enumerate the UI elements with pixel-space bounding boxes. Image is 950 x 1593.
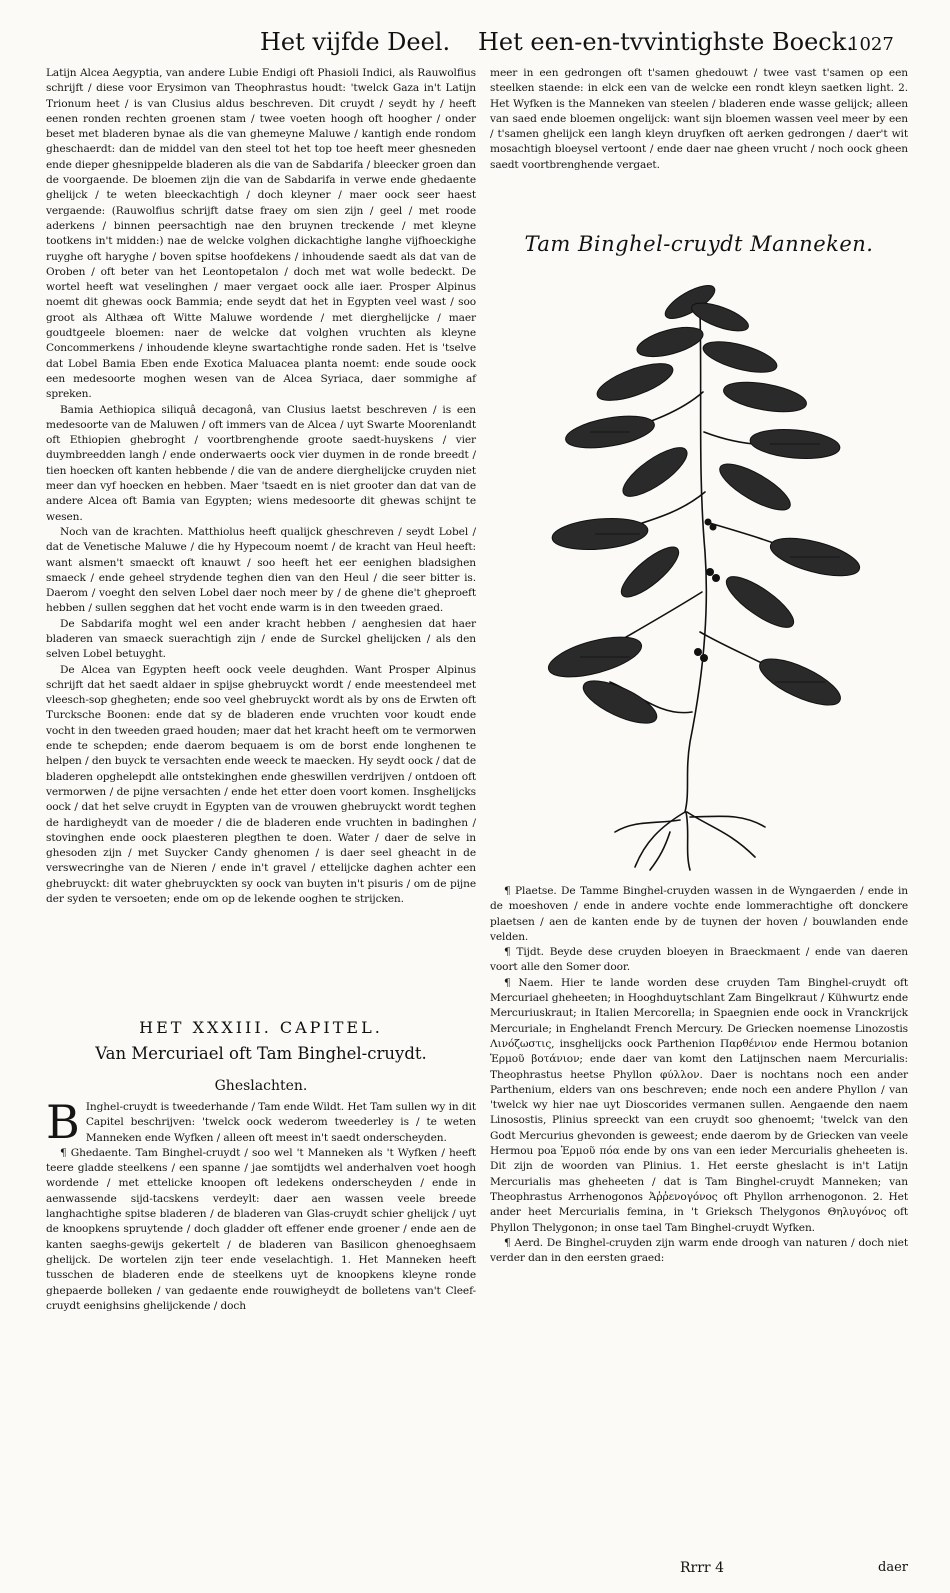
signature-mark: Rrrr 4 [680,1560,724,1576]
right-column-bottom [490,884,908,1266]
catchword: daer [878,1560,908,1575]
paragraph-alcea-egypten: De Alcea van Egypten heeft oock veele deughden. Want Prosper Alpinus schrijft dat het saedt aldaer in spijse ghebruyckt wordt / ende meestendeel met vleesch-sop ghegheten; ende soo veel ghebruyckt wordt als by ons de Erwten oft Turcksche Boonen: ende dat sy de bladeren ende vruchten voor koudt ende vocht in den tweeden graed houden; maer dat het kracht heeft om te vermorwen ende te schepden; ende daerom bequaem is om de borst ende longhenen te helpen / den buyck te versachten ende weeck te maecken. Hy seydt oock / dat de bladeren opghelepdt alle ontstekinghen ende gheswillen verdrijven / ontdoen oft vermorwen / de pijne versachten / ende het etter doen voort komen. Insghelijcks oock / dat het selve cruydt in Egypten van de vrouwen ghebruyckt wordt teghen de hardigheydt van de moeder / die de bladeren ende vruchten in badinghen / stovinghen ende oock plaesteren plegthen te doen. Water / daer de selve in ghesoden zijn / met Suycker Candy ghenomen / is daer seel gheacht in de verswecringhe van de Nieren / ende in't gravel / ettelijcke daghen achter een ghebruyckt: dit water ghebruyckten sy oock van buyten in't pisuris / om de pijne der syden te versoeten; ende om op de lekende ooghen te strijcken. [46,663,476,906]
paragraph-continuation: meer in een gedrongen oft t'samen ghedouwt / twee vast t'samen op een steelken staende: in elck een van de welcke een rondt kleyn saetken light. 2. Het Wyfken is the Manneken van steelen / bladeren ende wasse gelijck; alleen van saed ende bloemen ongelijck: want sijn bloemen wassen veel meer by een / t'samen ghelijck een langh kleyn druyfken oft aerken gedrongen / daer't wit mosachtigh bloeysel vertoont / ende daer nae gheen vrucht / noch oock gheen saedt voortbrenghende vergaet. [490,67,908,171]
woodcut-caption: Tam Binghel-cruydt Manneken. [524,232,874,256]
paragraph-krachten: Noch van de krachten. Matthiolus heeft qualijck gheschreven / seydt Lobel / dat de Venetische Maluwe / die hy Hypecoum noemt / de kracht van Heul heeft: want alsmen't smaeckt oft knauwt / soo heeft het eer eenighen bladsighen smaeck / ende geheel strydende teghen dien van den Heul / die seer bitter is. Daerom / voeght den selven Lobel daer noch meer by / de ghene die't gheproeft hebben / sullen segghen dat het vocht ende warm is in den tweeden graed. [46,525,476,615]
paragraph-bamia-aethiopica: Bamia Aethiopica siliquâ decagonâ, van Clusius laetst beschreven / is een medesoorte van de Maluwen / oft immers van de Alcea / uyt Swarte Moorenlandt oft Ethiopien ghebroght / voortbrenghende groote saedt-huyskens / vier duymbreedden langh / ende onderwaerts oock vier duymen in de ronde breedt / tien hoecken oft kanten hebbende / die van de andere dierghelijcke cruyden niet meer dan vyf hoecken en hebben. Maer 'tsaedt en is niet grooter dan dat van de andere Alcea oft Bamia van Egypten; wiens medesoorte dit ghewas schijnt te wesen. [46,403,476,523]
running-head-part: Het vijfde Deel. [260,28,451,56]
paragraph-aerd: ¶ Aerd. De Binghel-cruyden zijn warm ende droogh van naturen / doch niet verder dan in den eersten graed: [490,1236,908,1265]
chapter-number: HET XXXIII. CAPITEL. [139,1018,383,1037]
chapter-body [46,1095,476,1314]
running-head-book: Het een-en-tvvintighste Boeck. [478,28,854,56]
chapter-title: Van Mercuriael oft Tam Binghel-cruydt. [95,1044,427,1063]
paragraph-tijdt: ¶ Tijdt. Beyde dese cruyden bloeyen in Braeckmaent / ende van daeren voort alle den Somer door. [490,946,908,974]
paragraph-alcea-aegyptia: Latijn Alcea Aegyptia, van andere Lubie Endigi oft Phasioli Indici, als Rauwolfius schrijft / diese voor Erysimon van Theophrastus houdt: 'twelck Gaza in't Latijn Trionum heet / is van Clusius aldus beschreven. Dit cruydt / seydt hy / heeft eenen ronden rechten groenen stam / twee voeten hoogh oft hoogher / onder beset met bladeren bynae als die van ghemeyne Maluwe / kantigh ende rondom gheschaerdt: dan de middel van den steel tot het top toe heeft meer ghesneden ende dieper ghesnippelde bladeren als die van de Sabdarifa / bleecker groen dan de voorgaende. De bloemen zijn die van de Sabdarifa in verwe ende ghedaente ghelijck / te weten bleeckachtigh / doch kleyner / maer oock seer haest vergaende: (Rauwolfius schrijft datse fraey om sien zijn / geel / met roode aderkens / binnen peersachtigh nae den bruynen treckende / met kleyne tootkens in't midden:) nae de welcke volghen dickachtighe langhe vijfhoeckighe ruyghe oft haryghe / boven spitse hoofdekens / inhoudende saedt als dat van de Oroben / oft beter van het Leontopetalon / doch met wat wolle bedeckt. De wortel heeft wat veselinghen / maer vergaet oock alle iaer. Prosper Alpinus noemt dit ghewas oock Bammia; ende seydt dat het in Egypten veel wast / soo groot als Althæa oft Witte Maluwe wordende / met dierghelijcke / maer goudtgeele bloemen: naer de welcke dat volghen vruchten als kleyne Concommerkens / inhoudende kleyne swartachtighe ronde saden. Het is 'tselve dat Lobel Bamia Eben ende Exotica Maluacea planta noemt: ende soude oock een medesoorte moghen wesen van de Alcea Syriaca, daer sommighe af spreken. [46,67,476,401]
paragraph-ghedaente: ¶ Ghedaente. Tam Binghel-cruydt / soo wel 't Manneken als 't Wyfken / heeft teere gladde steelkens / een spanne / jae somtijdts wel anderhalven voet hoogh wordende / met ettelicke knoopen oft ledekens onderscheyden / ende in aenwassende sijd-tacskens verdeylt: daer aen wassen veele breede langhachtighe spitse bladeren / de bladeren van Glas-cruydt schier ghelijck / uyt de knoopkens spruytende / doch gladder oft effener ende groener / ende aen de kanten saeghs-gewijs gekertelt / de bladeren van Basilicon ghenoeghsaem ghelijck. De wortelen zijn teer ende veselachtigh. 1. Het Manneken heeft tusschen de bladeren ende de steelkens uyt de knoopkens kleyne ronde ghepaerde bolleken / van gedaente ende rouwigheydt de bolletens van't Cleef-cruydt eenighsins ghelijckende / doch [46,1146,476,1312]
paragraph-sabdarifa: De Sabdarifa moght wel een ander kracht hebben / aenghesien dat haer bladeren van smaeck suerachtigh zijn / ende de Surckel ghelijcken / als den selven Lobel betuyght. [46,617,476,661]
paragraph-gheslachten: Inghel-cruydt is tweederhande / Tam ende Wildt. Het Tam sullen wy in dit Capitel beschrijven: 'twelck oock wederom tweederley is / te weten Manneken ende Wyfken / alleen oft meest in't saedt onderscheyden. [85,1101,476,1144]
left-column [46,66,476,907]
paragraph-plaetse: ¶ Plaetse. De Tamme Binghel-cruyden wassen in de Wyngaerden / ende in de moeshoven / ende in andere vochte ende lommerachtighe oft donckere plaetsen / aen de kanten ende by de tuynen der hoven / bouwlanden ende velden. [490,885,908,943]
right-column-top [490,66,908,173]
page-number: 1027 [848,34,894,55]
drop-cap: B [46,1095,80,1149]
chapter-subtitle: Gheslachten. [214,1078,308,1094]
mercurialis-woodcut-illustration [540,272,870,872]
paragraph-naem: ¶ Naem. Hier te lande worden dese cruyden Tam Binghel-cruydt oft Mercuriael gheheeten; in Hooghduytschlant Zam Bingelkraut / Kühwurtz ende Mercuriuskraut; in Italien Mercorella; in Spaegnien ende oock in Vranckrijck Mercuriale; in Enghelandt French Mercury. De Griecken noemense Linozostis Λινόζωστις, insghelijcks oock Parthenion Παρθένιον ende Hermou botanion Ἑρμοῦ βοτάνιον; ende daer van komt den Latijnschen naem Mercurialis: Theophrastus heetse Phyllon φύλλον. Daer is nochtans noch een ander Parthenium, elders van ons beschreven; ende noch een andere Phyllon / van 'twelck wy hier nae uyt Dioscorides vermanen sullen. Aengaende den naem Linosostis, Plinius spreeckt van een cruydt soo ghenoemt; 'twelck van den Godt Mercurius ghevonden is geweest; ende daerom by de Griecken van veele Hermou poa Ἑρμοῦ πόα ende by ons van een ieder Mercurialis gheheeten is. Dit zijn de woorden van Plinius. 1. Het eerste gheslacht is in't Latijn Mercurialis mas gheheeten / dat is Tam Binghel-cruydt Manneken; van Theophrastus Arrhenogonos Ἀῤῥενογόνος oft Phyllon arrhenogonon. 2. Het ander heet Mercurialis femina, in 't Grieksch Thelygonos Θηλυγόνος oft Phyllon Thelygonon; in onse tael Tam Binghel-cruydt Wyfken. [490,976,908,1234]
